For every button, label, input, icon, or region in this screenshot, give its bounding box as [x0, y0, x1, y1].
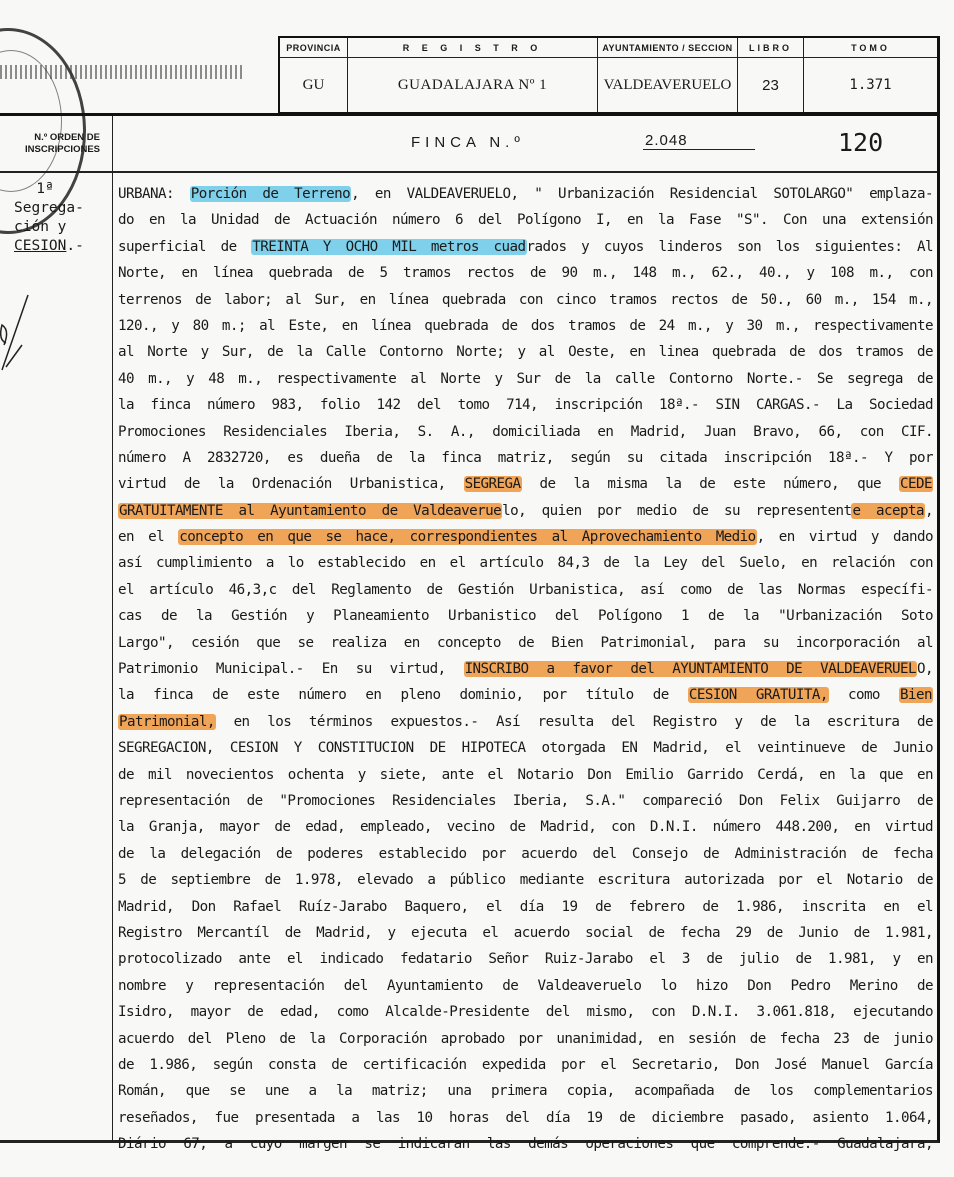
text-line	[118, 999, 933, 1025]
text-line	[118, 181, 933, 207]
finca-record-frame	[0, 113, 940, 1153]
text-line	[118, 577, 933, 603]
blue-highlight: TREINTA Y OCHO MIL metros cuad	[252, 238, 526, 255]
text-line	[118, 1078, 933, 1104]
provincia-value-cell: GU	[280, 58, 348, 112]
text-segment: de la misma la de este número, que	[521, 476, 900, 493]
text-line	[118, 630, 933, 656]
text-line	[118, 287, 933, 313]
text-segment: superficial de	[118, 238, 252, 255]
orange-highlight: Bien	[900, 687, 933, 704]
text-line	[118, 709, 933, 735]
text-segment: representación de "Promociones Residenciales Iberia, S.A." compareció Don Felix Guijarro de	[118, 792, 933, 809]
text-segment: 120., y 80 m.; al Este, en línea quebrada de dos tramos de 24 m., y 30 m., respectivamente	[118, 317, 933, 334]
text-segment: la finca número 983, folio 142 del tomo 714, inscripción 18ª.- SIN CARGAS.- La Sociedad	[118, 397, 933, 414]
text-segment: , en VALDEAVERUELO, " Urbanización Residencial SOTOLARGO" emplaza-	[351, 186, 933, 202]
finca-label: FINCA N.º	[411, 134, 525, 151]
text-line	[118, 603, 933, 629]
tomo-header: TOMO	[804, 38, 937, 58]
text-line	[118, 366, 933, 392]
registry-header-table	[278, 36, 940, 114]
text-segment: Promociones Residenciales Iberia, S. A., domiciliada en Madrid, Juan Bravo, 66, con CIF.	[118, 423, 933, 440]
text-segment: la finca de este número en pleno dominio, por título de	[118, 687, 688, 704]
orange-highlight: SEGREGA	[464, 476, 521, 493]
text-segment: 5 de septiembre de 1.978, elevado a público mediante escritura autorizada por el Notario de	[118, 872, 933, 889]
text-line	[118, 1052, 933, 1078]
text-segment: así cumplimiento a lo establecido en el artículo 84,3 de la Ley del Suelo, en relación con	[118, 555, 933, 572]
text-segment: Registro Mercantíl de Madrid, y ejecuta el acuerdo social de fecha 29 de Junio de 1.981,	[118, 924, 933, 941]
text-segment: el artículo 46,3,c del Reglamento de Gestión Urbanistica, así como de las Normas específi-	[118, 581, 933, 598]
text-segment: cas de la Gestión y Planeamiento Urbanistico del Polígono 1 de la "Urbanización Soto	[118, 608, 933, 625]
entry-title-line3: CESION	[14, 238, 67, 254]
registro-value-cell: GUADALAJARA Nº 1	[348, 58, 598, 112]
text-line	[118, 946, 933, 972]
entry-title-line1: Segrega-	[14, 200, 84, 216]
text-segment: lo, quien por medio de su representent	[502, 502, 852, 519]
text-segment: do en la Unidad de Actuación número 6 del Polígono I, en la Fase "S". Con una extensión	[118, 212, 933, 229]
text-segment: URBANA:	[118, 186, 190, 202]
inscription-body-text	[118, 181, 933, 1157]
text-line	[118, 471, 933, 497]
text-line	[118, 1026, 933, 1052]
orange-highlight: INSCRIBO a favor del AYUNTAMIENTO DE VALDEAVERUEL	[464, 661, 916, 678]
text-segment: ,	[925, 502, 933, 519]
text-line	[118, 656, 933, 682]
text-line	[118, 867, 933, 893]
text-line	[118, 762, 933, 788]
text-line	[118, 920, 933, 946]
text-segment: reseñados, fue presentada a las 10 horas del día 19 de diciembre pasado, asiento 1.064,	[118, 1109, 933, 1126]
text-line	[118, 498, 933, 524]
text-segment: número A 2832720, es dueña de la finca matriz, según su citada inscripción 18ª.- Y por	[118, 449, 933, 466]
tomo-value-cell: 1.371	[849, 77, 892, 93]
text-segment: , en virtud y dando	[756, 529, 933, 546]
provincia-header: PROVINCIA	[280, 38, 348, 58]
text-segment: al Norte y Sur, de la Calle Contorno Norte; y al Oeste, en linea quebrada de dos tramos de	[118, 344, 933, 361]
guilloche-band-decoration	[0, 65, 245, 79]
orange-highlight: concepto en que se hace, correspondientes al Aprovechamiento Medio	[179, 529, 756, 546]
libro-header: LIBRO	[738, 38, 804, 58]
text-segment: terrenos de labor; al Sur, en línea quebrada con cinco tramos rectos de 50., 60 m., 154 m.,	[118, 291, 933, 308]
orange-highlight: e acepta	[852, 502, 924, 519]
text-segment: virtud de la Ordenación Urbanistica,	[118, 476, 464, 493]
text-segment: Norte, en línea quebrada de 5 tramos rectos de 90 m., 148 m., 62., 40., y 108 m., con	[118, 265, 933, 282]
text-segment: de mil novecientos ochenta y siete, ante el Notario Don Emilio Garrido Cerdá, en la que en	[118, 766, 933, 783]
text-line	[118, 550, 933, 576]
text-segment: 40 m., y 48 m., respectivamente al Norte y Sur de la calle Contorno Norte.- Se segrega de	[118, 370, 933, 387]
text-segment: de 1.986, según consta de certificación expedida por el Secretario, Don José Manuel García	[118, 1056, 933, 1073]
ayuntamiento-header: AYUNTAMIENTO / SECCION	[598, 38, 738, 58]
text-segment: la Granja, mayor de edad, empleado, vecino de Madrid, con D.N.I. número 448.200, en virtud	[118, 819, 933, 836]
text-line	[118, 973, 933, 999]
text-line	[118, 894, 933, 920]
text-segment: SEGREGACION, CESION Y CONSTITUCION DE HIPOTECA otorgada EN Madrid, el veintinueve de Junio	[118, 740, 933, 757]
text-line	[118, 841, 933, 867]
text-line	[118, 814, 933, 840]
text-line	[118, 234, 933, 260]
text-segment: en el	[118, 529, 179, 546]
text-segment: nombre y representación del Ayuntamiento de Valdeaveruelo lo hizo Don Pedro Merino de	[118, 977, 933, 994]
text-segment: O,	[917, 661, 933, 678]
text-line	[118, 445, 933, 471]
text-line	[118, 339, 933, 365]
text-segment: rados y cuyos linderos son los siguientes: Al	[526, 238, 933, 255]
inscription-order-column	[0, 116, 113, 1140]
text-segment: acuerdo del Pleno de la Corporación aprobado por unanimidad, en sesión de fecha 23 de junio	[118, 1030, 933, 1047]
order-column-header: N.º ORDEN DE INSCRIPCIONES	[0, 116, 112, 173]
text-line	[118, 207, 933, 233]
entry-order-number: 1ª	[36, 181, 54, 197]
text-segment: Largo", cesión que se realiza en concepto de Bien Patrimonial, para su incorporación al	[118, 634, 933, 651]
orange-highlight: GRATUITAMENTE al Ayuntamiento de Valdeaverue	[119, 502, 502, 519]
blue-highlight: Porción de Terreno	[190, 186, 351, 202]
orange-highlight: CESION GRATUITA,	[688, 687, 828, 704]
ayuntamiento-value-cell: VALDEAVERUELO	[598, 58, 738, 112]
folio-number: 120	[838, 128, 884, 157]
text-line	[118, 313, 933, 339]
text-segment: Madrid, Don Rafael Ruíz-Jarabo Baquero, el día 19 de febrero de 1.986, inscrita en el	[118, 898, 933, 915]
text-line	[118, 735, 933, 761]
registro-header: R E G I S T R O	[348, 38, 598, 58]
text-line	[118, 1105, 933, 1131]
text-segment: Isidro, mayor de edad, como Alcalde-Presidente del mismo, con D.N.I. 3.061.818, ejecutando	[118, 1004, 933, 1021]
text-segment: como	[828, 687, 900, 704]
libro-value-cell: 23	[738, 58, 804, 112]
text-segment: en los términos expuestos.- Así resulta del Registro y de la escritura de	[215, 713, 933, 730]
text-segment: Román, que se une a la matriz; una primera copia, acompañada de los complementarios	[118, 1083, 933, 1100]
text-line	[118, 260, 933, 286]
finca-number: 2.048	[643, 132, 755, 150]
orange-highlight: CEDE	[900, 476, 932, 493]
text-line	[118, 419, 933, 445]
text-segment: Diário 67, a cuyo margen se indicaran las demás operaciones que comprende.- Guadalajara,	[118, 1136, 933, 1153]
text-line	[118, 682, 933, 708]
finca-header	[113, 116, 937, 173]
text-line	[118, 788, 933, 814]
text-line	[118, 524, 933, 550]
text-segment: de la delegación de poderes establecido por acuerdo del Consejo de Administración de fecha	[118, 845, 933, 862]
text-segment: Patrimonio Municipal.- En su virtud,	[118, 661, 464, 678]
orange-highlight: Patrimonial,	[119, 713, 215, 730]
text-line	[118, 1131, 933, 1157]
text-segment: protocolizado ante el indicado fedatario Señor Ruiz-Jarabo el 3 de julio de 1.981, y en	[118, 951, 933, 968]
entry-label: 1ª Segrega- ción y CESION.-	[14, 181, 84, 254]
text-line	[118, 392, 933, 418]
entry-title-line2: ción y	[14, 219, 67, 235]
